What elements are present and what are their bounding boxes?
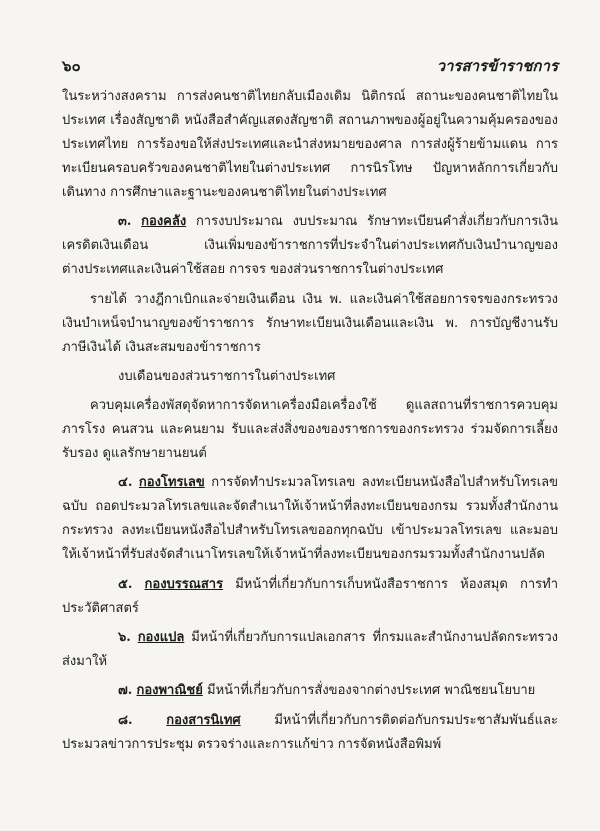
section-finance-supplies [62, 394, 558, 466]
text-line: รับรอง ดูแลรักษายานยนต์ [62, 446, 207, 462]
text-line: กระทรวง ลงทะเบียนหนังสือไปสำหรับโทรเลขออกทุกฉบับ เข้าประมวลโทรเลข และมอบ [62, 523, 558, 539]
section-translation [62, 626, 558, 674]
section-number: ๖. [118, 630, 131, 646]
text-line [62, 210, 558, 234]
section-number: ๕. [118, 576, 133, 592]
section-text: การงบประมาณ งบประมาณ รักษาทะเบียนคำสั่งเกี่ยวกับการเงิน [195, 214, 558, 230]
section-text: การจัดทำประมวลโทรเลข ลงทะเบียนหนังสือไปสำหรับโทรเลข [211, 475, 558, 491]
section-heading: กองโทรเลข [138, 475, 205, 491]
page-header [62, 54, 558, 78]
section-finance-income [62, 288, 558, 360]
section-heading: กองคลัง [141, 214, 187, 230]
text-line: เครดิตเงินเดือน เงินเพิ่มของข้าราชการที่ประจำในต่างประเทศกับเงินบำนาญของ [62, 238, 558, 254]
text-line: ทะเบียนครอบครัวของคนชาติไทยในต่างประเทศ การนิรโทษ ปัญหาหลักการเกี่ยวกับ [62, 161, 558, 176]
text-line [62, 679, 558, 703]
text-line: รายได้ วางฎีกาเบิกและจ่ายเงินเดือน เงิน พ. และเงินค่าใช้สอยการจรของกระทรวง [90, 291, 558, 307]
text-line: ในระหว่างสงคราม การส่งคนชาติไทยกลับเมืองเดิม นิติกรณ์ สถานะของคนชาติไทยใน [62, 89, 558, 104]
section-archives [62, 573, 558, 621]
text-line: เงินบำเหน็จบำนาญของข้าราชการ รักษาทะเบียนเงินเดือนและเงิน พ. การบัญชีงานรับ [62, 315, 558, 331]
text-line: ประมวลข่าวการประชุม ตรวจร่างและการแก้ข่าว การจัดหนังสือพิมพ์ [62, 736, 442, 752]
text-line: ควบคุมเครื่องพัสดุจัดหาการจัดหาเครื่องมือเครื่องใช้ ดูแลสถานที่ราชการควบคุม [90, 398, 558, 414]
section-telegraph [62, 471, 558, 567]
section-finance [62, 210, 558, 282]
section-number: ๘. [118, 712, 133, 728]
text-line: ต่างประเทศและเงินค่าใช้สอย การจร ของส่วนราชการในต่างประเทศ [62, 262, 444, 278]
section-number: ๔. [118, 475, 133, 491]
text-line: เดินทาง การศึกษาและฐานะของคนชาติไทยในต่างประเทศ [62, 185, 387, 200]
section-text: มีหน้าที่เกี่ยวกับการเก็บหนังสือราชการ ห้องสมุด การทำ [235, 576, 558, 592]
text-line: ประเทศ เรื่องสัญชาติ หนังสือสำคัญแสดงสัญชาติ สถานภาพของผู้อยู่ในความคุ้มครองของ [62, 113, 558, 128]
text-line: ฉบับ ถอดประมวลโทรเลขและจัดสำเนาให้เจ้าหน้าที่ลงทะเบียนของกรม รวมทั้งสำนักงาน [62, 499, 558, 515]
section-information [62, 709, 558, 757]
text-line: ภารโรง คนสวน และคนยาม รับและส่งสิ่งของของราชการของกระทรวง ร่วมจัดการเลี้ยง [62, 422, 558, 438]
section-number: ๓. [118, 214, 132, 230]
journal-title: วารสารข้าราชการ [436, 57, 558, 75]
text-line [62, 626, 558, 650]
text-line [62, 709, 558, 733]
text-line: ประวัติศาสตร์ [62, 600, 139, 616]
text-line [62, 573, 558, 597]
page-body [62, 85, 558, 757]
section-heading: กองพาณิชย์ [136, 683, 203, 699]
text-line: ประเทศไทย การร้องขอให้ส่งประเทศและนำส่งหมายของศาล การส่งผู้ร้ายข้ามแดน การ [62, 137, 558, 152]
section-heading: กองแปล [137, 630, 185, 646]
section-heading: กองบรรณสาร [144, 576, 224, 592]
section-number: ๗. [118, 683, 133, 699]
text-line: ภาษีเงินได้ เงินสะสมของข้าราชการ [62, 339, 261, 355]
section-text: มีหน้าที่เกี่ยวกับการสั่งของจากต่างประเทศ พาณิชยนโยบาย [207, 683, 536, 699]
intro-paragraph [62, 85, 558, 205]
text-line [62, 471, 558, 495]
page-number: ๖๐ [62, 57, 81, 75]
section-text: มีหน้าที่เกี่ยวกับการติดต่อกับกรมประชาสัมพันธ์และ [274, 712, 558, 728]
text-line: งบเดือนของส่วนราชการในต่างประเทศ [118, 368, 336, 384]
section-commerce [62, 679, 558, 703]
section-finance-overseas [62, 365, 558, 389]
text-line: ส่งมาให้ [62, 654, 108, 670]
section-heading: กองสารนิเทศ [166, 712, 241, 728]
text-line: ให้เจ้าหน้าที่รับส่งจัดสำเนาโทรเลขให้เจ้าหน้าที่ลงทะเบียนของกรมรวมทั้งสำนักงานปลัด [62, 547, 545, 563]
section-text: มีหน้าที่เกี่ยวกับการแปลเอกสาร ที่กรมและสำนักงานปลัดกระทรวง [191, 630, 558, 646]
